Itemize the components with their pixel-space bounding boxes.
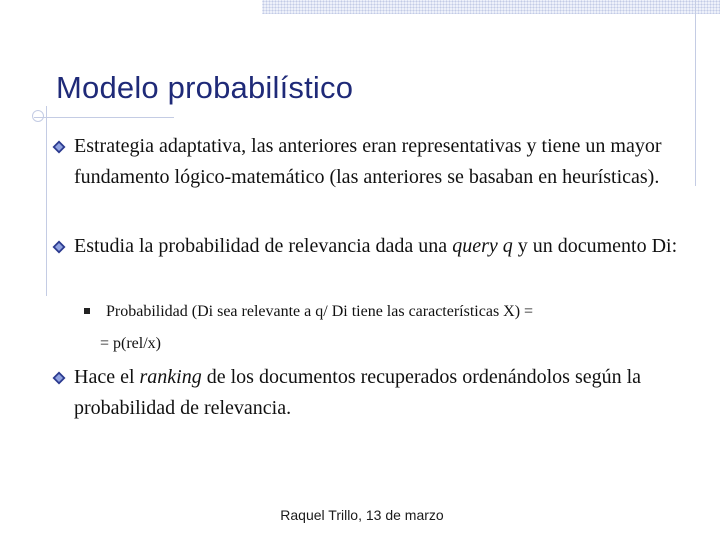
sub-bullet-line-2: = p(rel/x) (100, 335, 161, 352)
bullet-text (52, 362, 692, 424)
bullet-text-before: Hace el (74, 366, 140, 388)
bullet-text: Estrategia adaptativa, las anteriores eran representativas y tiene un mayor fundamento lógico-matemático (las anteriores se basaban en heurísticas). (74, 135, 662, 188)
decorative-dot-band (262, 0, 720, 14)
diamond-bullet-icon (52, 140, 66, 154)
bullet-item-1 (52, 131, 692, 193)
bullet-item-2 (52, 231, 692, 262)
bullet-text-after: de los documentos recuperados ordenándolos según la probabilidad de relevancia. (74, 366, 642, 419)
decorative-horizontal-line (34, 117, 174, 118)
diamond-bullet-icon (52, 240, 66, 254)
bullet-text-emphasis: ranking (139, 366, 202, 388)
bullet-text-emphasis: query q (452, 235, 513, 257)
slide-footer: Raquel Trillo, 13 de marzo (280, 507, 444, 523)
bullet-text-before: Estudia la probabilidad de relevancia dada una (74, 235, 453, 257)
decorative-crosshair-circle (32, 110, 44, 122)
sub-bullet-line-1: Probabilidad (Di sea relevante a q/ Di tiene las características X) = (106, 303, 534, 320)
bullet-text (52, 231, 692, 262)
sub-bullet-item (84, 296, 684, 360)
bullet-text-after: y un documento Di: (512, 235, 678, 257)
decorative-vertical-line-right (695, 0, 696, 186)
square-bullet-icon (84, 308, 90, 314)
diamond-bullet-icon (52, 371, 66, 385)
slide-title: Modelo probabilístico (56, 70, 354, 105)
bullet-item-3 (52, 362, 692, 424)
decorative-vertical-line-left (46, 106, 47, 296)
